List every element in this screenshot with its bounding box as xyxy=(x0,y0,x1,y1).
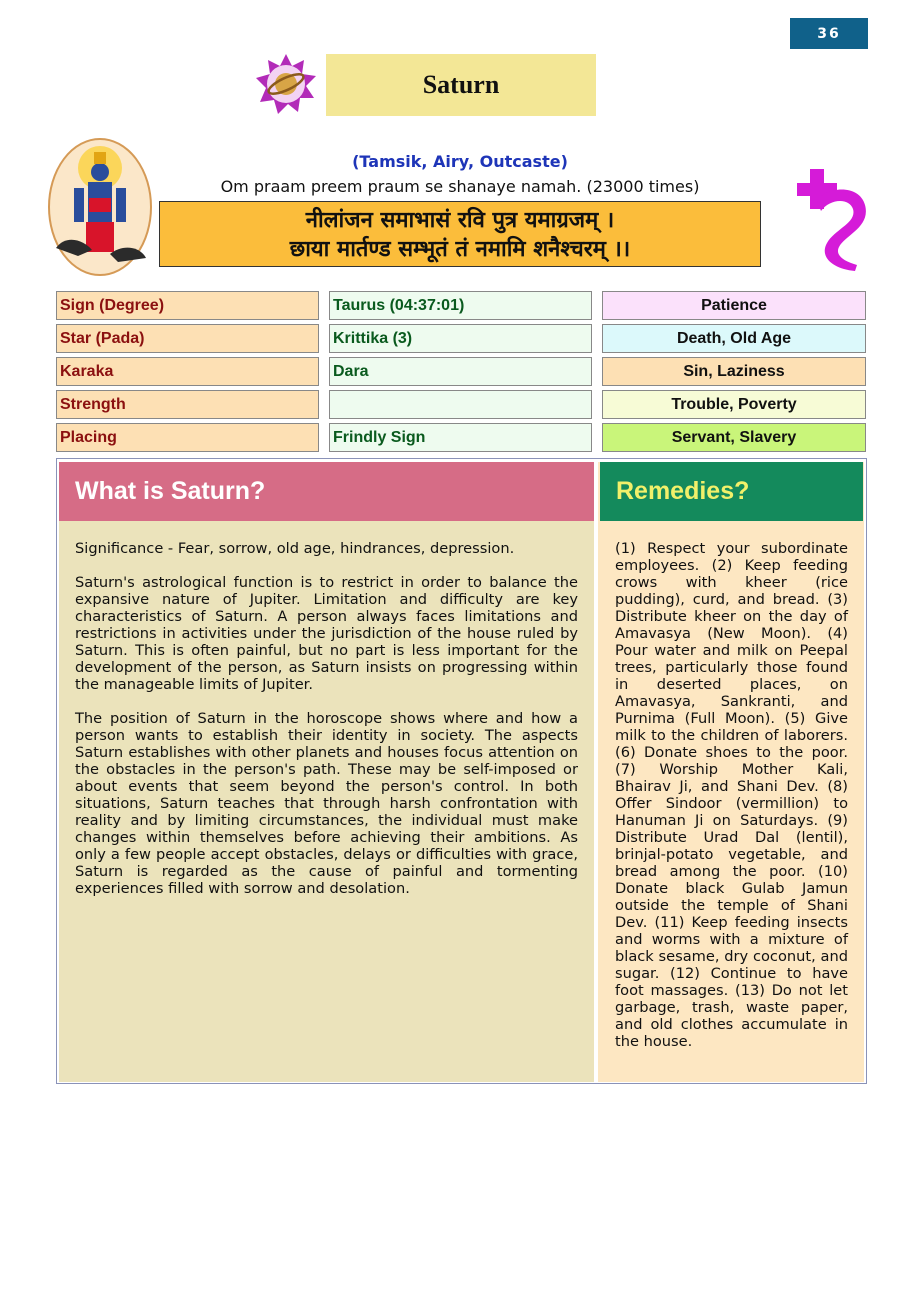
table-value-placing: Frindly Sign xyxy=(329,423,592,452)
saturn-symbol-icon xyxy=(795,165,875,273)
page-number: 36 xyxy=(790,18,868,49)
what-is-body xyxy=(75,540,578,914)
planet-emblem-icon xyxy=(254,52,318,116)
table-value-strength xyxy=(329,390,592,419)
shloka-line-2: छाया मार्तण्ड सम्भूतं तं नमामि शनैश्चरम् ।। xyxy=(289,237,631,262)
trait-trouble: Trouble, Poverty xyxy=(602,390,866,419)
page-title: Saturn xyxy=(326,54,596,116)
trait-death: Death, Old Age xyxy=(602,324,866,353)
sanskrit-shloka xyxy=(159,201,761,267)
trait-patience: Patience xyxy=(602,291,866,320)
table-label-star: Star (Pada) xyxy=(56,324,319,353)
planet-nature: (Tamsik, Airy, Outcaste) xyxy=(352,152,568,171)
table-value-karaka: Dara xyxy=(329,357,592,386)
mantra-text: Om praam preem praum se shanaye namah. (23000 times) xyxy=(220,177,700,196)
table-label-karaka: Karaka xyxy=(56,357,319,386)
remedies-body: (1) Respect your subordinate employees. (2) Keep feeding crows with kheer (rice pudding), curd, and bread. (3) Distribute kheer on the day of Amavasya (New Moon). (4) Pour water and milk on Peepal trees, particularly those found in deserted places, on Amavasya, Sankranti, and Purnima (Full Moon). (5) Give milk to the children of laborers. (6) Donate shoes to the poor. (7) Worship Mother Kali, Bhairav Ji, and Shani Dev. (8) Offer Sindoor (vermillion) to Hanuman Ji on Saturdays. (9) Distribute Urad Dal (lentil), brinjal-potato vegetable, and bread among the poor. (10) Donate black Gulab Jamun outside the temple of Shani Dev. (11) Keep feeding insects and worms with a mixture of black sesame, dry coconut, and sugar. (12) Continue to have foot massages. (13) Do not let garbage, trash, waste paper, and old clothes accumulate in the house. xyxy=(615,540,848,1050)
deity-image xyxy=(48,138,152,276)
significance-paragraph: Significance - Fear, sorrow, old age, hindrances, depression. xyxy=(75,540,515,557)
function-paragraph: Saturn's astrological function is to restrict in order to balance the expansive nature of Jupiter. Limitation and difficulty are key characteristics of Saturn. A person always faces limitations and restrictions in activities under the jurisdiction of the house ruled by Saturn. This is often painful, but no part is less important for the development of the person, as Saturn insists on progressing within the manageable limits of Jupiter. xyxy=(75,574,578,693)
shloka-line-1: नीलांजन समाभासं रवि पुत्र यमाग्रजम् । xyxy=(305,208,615,233)
remedies-heading: Remedies? xyxy=(600,462,863,521)
position-paragraph: The position of Saturn in the horoscope shows where and how a person wants to establish their identity in society. The aspects Saturn establishes with other planets and houses focus attention on the obstacles in the person's path. These may be self-imposed or about events that seem beyond the person's control. In both situations, Saturn teaches that through harsh confrontation with reality and by limiting circumstances, the individual must make changes within themselves before achieving their ambitions. As only a few people accept obstacles, delays or difficulties with grace, Saturn is regarded as the cause of painful and tormenting experiences filled with sorrow and desolation. xyxy=(75,710,578,897)
table-label-sign: Sign (Degree) xyxy=(56,291,319,320)
table-value-sign: Taurus (04:37:01) xyxy=(329,291,592,320)
trait-servant: Servant, Slavery xyxy=(602,423,866,452)
table-value-star: Krittika (3) xyxy=(329,324,592,353)
trait-sin: Sin, Laziness xyxy=(602,357,866,386)
what-is-heading: What is Saturn? xyxy=(59,462,594,521)
table-label-placing: Placing xyxy=(56,423,319,452)
table-label-strength: Strength xyxy=(56,390,319,419)
